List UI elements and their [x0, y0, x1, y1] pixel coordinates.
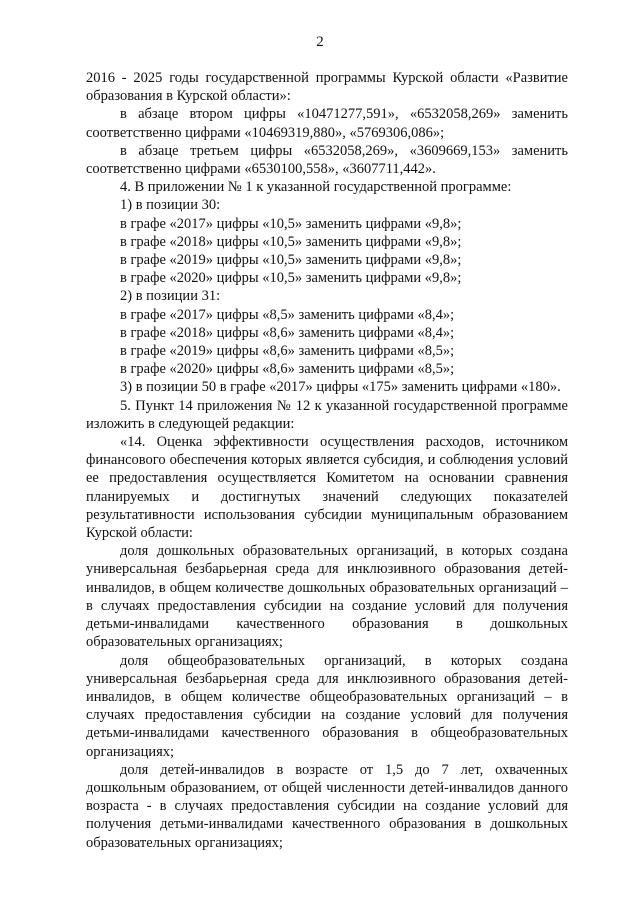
paragraph: 1) в позиции 30: [120, 197, 221, 214]
paragraph: доля дошкольных образовательных организаций, в которых создана универсальная безбарьерная среда для инклюзивного образования детей-инвалидов, в общем количестве дошкольных образовательных организаций – в случаях предоставления субсидии на создание условий для получения детьми-инвалидами качественного образования в дошкольных образовательных организациях; [86, 543, 568, 651]
paragraph: в графе «2020» цифры «8,6» заменить цифрами «8,5»; [120, 361, 455, 378]
paragraph: «14. Оценка эффективности осуществления расходов, источником финансового обеспечения которых является субсидия, и соблюдения условий ее предоставления осуществляется Комитетом на основании сравнения планируемых и достигнутых значений следующих показателей результативности использования субсидии муниципальным образованием Курской области: [86, 434, 568, 542]
paragraph: в абзаце втором цифры «10471277,591», «6532058,269» заменить соответственно цифрами «10469319,880», «5769306,086»; [86, 106, 568, 141]
document-body [86, 69, 568, 852]
paragraph: в графе «2018» цифры «10,5» заменить цифрами «9,8»; [120, 233, 462, 250]
paragraph: 4. В приложении № 1 к указанной государственной программе: [120, 179, 512, 196]
paragraph: в графе «2020» цифры «10,5» заменить цифрами «9,8»; [120, 270, 462, 287]
paragraph: в графе «2018» цифры «8,6» заменить цифрами «8,4»; [120, 324, 455, 341]
paragraph: в графе «2019» цифры «10,5» заменить цифрами «9,8»; [120, 252, 462, 269]
paragraph: 2) в позиции 31: [120, 288, 221, 305]
paragraph: 5. Пункт 14 приложения № 12 к указанной государственной программе изложить в следующей редакции: [86, 397, 568, 432]
paragraph: в графе «2017» цифры «8,5» заменить цифрами «8,4»; [120, 306, 455, 323]
paragraph: в графе «2017» цифры «10,5» заменить цифрами «9,8»; [120, 215, 462, 232]
paragraph: доля детей-инвалидов в возрасте от 1,5 до 7 лет, охваченных дошкольным образованием, от общей численности детей-инвалидов данного возраста - в случаях предоставления субсидии на создание условий для получения детьми-инвалидами качественного образования в дошкольных образовательных организациях; [86, 761, 568, 851]
paragraph: 2016 - 2025 годы государственной программы Курской области «Развитие образования в Курской области»: [86, 70, 568, 105]
paragraph: в графе «2019» цифры «8,6» заменить цифрами «8,5»; [120, 343, 455, 360]
paragraph: доля общеобразовательных организаций, в которых создана универсальная безбарьерная среда для инклюзивного образования детей-инвалидов, в общем количестве общеобразовательных организаций – в случаях предоставления субсидии на создание условий для получения детьми-инвалидами качественного образования в общеобразовательных организациях; [86, 652, 568, 760]
page-number: 2 [316, 34, 324, 50]
paragraph: 3) в позиции 50 в графе «2017» цифры «175» заменить цифрами «180». [120, 379, 561, 396]
paragraph: в абзаце третьем цифры «6532058,269», «3609669,153» заменить соответственно цифрами «6530100,558», «3607711,442». [86, 142, 568, 178]
